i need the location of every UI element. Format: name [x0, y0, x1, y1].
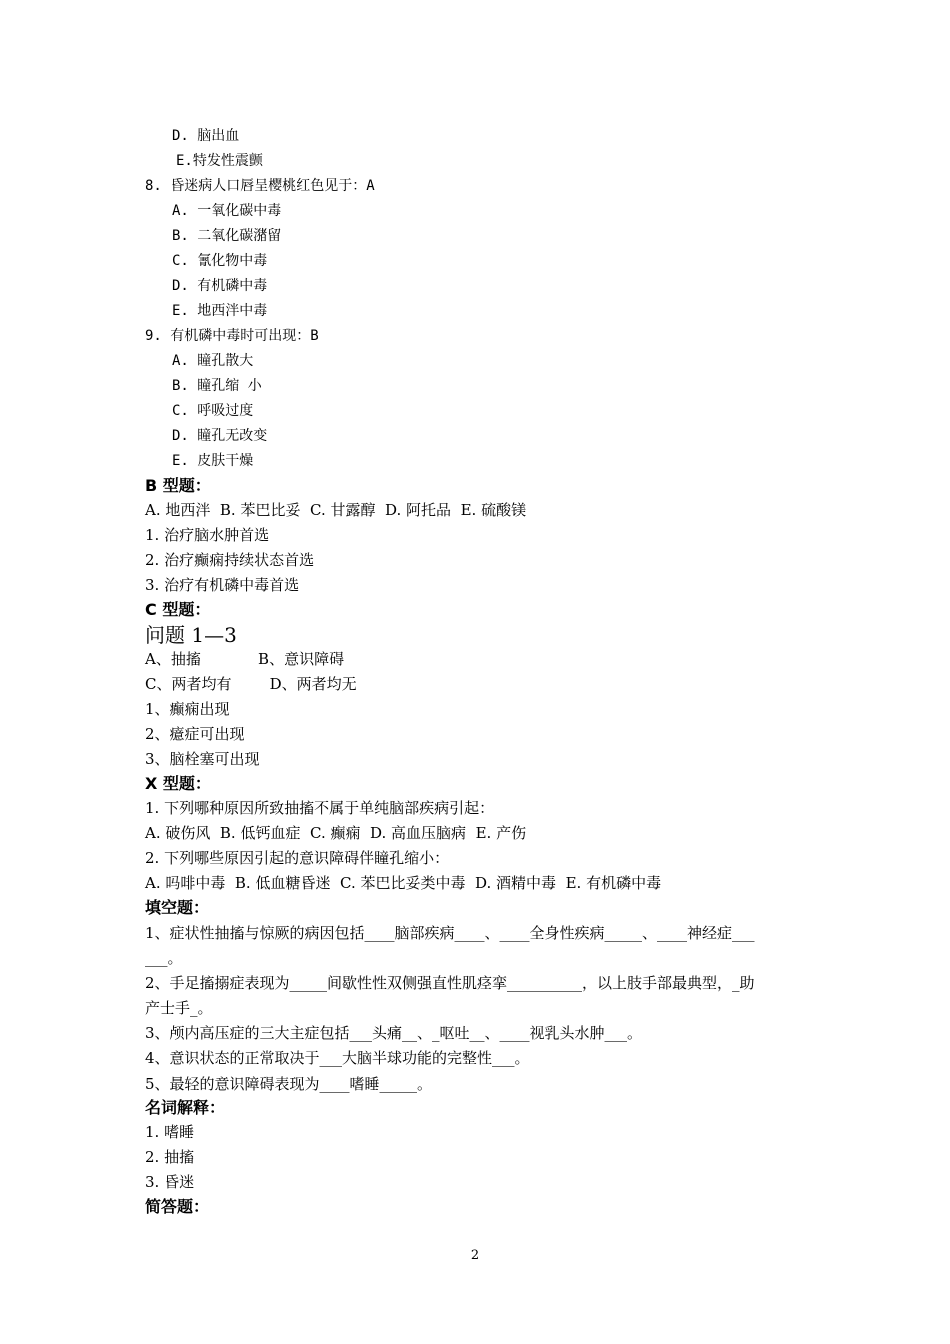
- option-d: D. 瞳孔无改变: [172, 428, 268, 444]
- b-item-1: 1. 治疗脑水肿首选: [145, 526, 270, 544]
- term-1: 1. 嗜睡: [145, 1123, 195, 1141]
- section-heading-b: B 型题：: [145, 476, 211, 495]
- option-e: E. 地西泮中毒: [172, 303, 268, 319]
- option-b: B. 瞳孔缩 小: [172, 378, 262, 394]
- c-question-range: 问题 1—3: [145, 623, 237, 647]
- option-d: D. 脑出血: [172, 128, 240, 144]
- fill-4: 4、意识状态的正常取决于___大脑半球功能的完整性___。: [145, 1049, 530, 1067]
- x-options-1: A. 破伤风 B. 低钙血症 C. 癫痫 D. 高血压脑病 E. 产伤: [145, 824, 527, 842]
- option-a: A. 瞳孔散大: [172, 353, 254, 369]
- fill-1: 1、症状性抽搐与惊厥的病因包括____脑部疾病____、____全身性疾病_____、____神经症___: [145, 924, 755, 942]
- option-c: C. 呼吸过度: [172, 403, 254, 419]
- option-e: E.特发性震颤: [176, 153, 263, 169]
- c-item-1: 1、癫痫出现: [145, 700, 230, 718]
- option-a: A. 一氧化碳中毒: [172, 203, 282, 219]
- x-options-2: A. 吗啡中毒 B. 低血糖昏迷 C. 苯巴比妥类中毒 D. 酒精中毒 E. 有机磷中毒: [145, 874, 662, 892]
- option-b: B. 二氧化碳潴留: [172, 228, 282, 244]
- c-item-3: 3、脑栓塞可出现: [145, 750, 260, 768]
- fill-2-cont: 产士手_。: [145, 999, 213, 1017]
- option-c: C. 氰化物中毒: [172, 253, 268, 269]
- fill-2: 2、手足搐搦症表现为_____间歇性性双侧强直性肌痉挛__________，以上肢手部最典型，_助: [145, 974, 755, 992]
- x-question-1: 1. 下列哪种原因所致抽搐不属于单纯脑部疾病引起：: [145, 799, 495, 817]
- fill-3: 3、颅内高压症的三大主症包括___头痛__、_呕吐__、____视乳头水肿___。: [145, 1024, 643, 1042]
- b-item-3: 3. 治疗有机磷中毒首选: [145, 576, 300, 594]
- section-heading-x: X 型题：: [145, 774, 211, 793]
- section-heading-short-answer: 简答题：: [145, 1197, 210, 1216]
- question-9: 9. 有机磷中毒时可出现：B: [145, 328, 319, 344]
- term-2: 2. 抽搐: [145, 1148, 195, 1166]
- section-heading-c: C 型题：: [145, 600, 211, 619]
- term-3: 3. 昏迷: [145, 1173, 195, 1191]
- fill-1-cont: ___。: [145, 949, 183, 967]
- section-heading-fill: 填空题：: [145, 898, 210, 917]
- b-options: A. 地西泮 B. 苯巴比妥 C. 甘露醇 D. 阿托品 E. 硫酸镁: [145, 501, 527, 519]
- section-heading-terms: 名词解释：: [145, 1098, 226, 1117]
- page-number: 2: [470, 1248, 480, 1263]
- c-options-cd: C、两者均有 D、两者均无: [145, 675, 357, 693]
- b-item-2: 2. 治疗癫痫持续状态首选: [145, 551, 315, 569]
- c-item-2: 2、癔症可出现: [145, 725, 245, 743]
- fill-5: 5、最轻的意识障碍表现为____嗜睡_____。: [145, 1075, 433, 1093]
- question-8: 8. 昏迷病人口唇呈樱桃红色见于：A: [145, 178, 375, 194]
- c-options-ab: A、抽搐 B、意识障碍: [145, 650, 345, 668]
- option-d: D. 有机磷中毒: [172, 278, 268, 294]
- option-e: E. 皮肤干燥: [172, 453, 254, 469]
- x-question-2: 2. 下列哪些原因引起的意识障碍伴瞳孔缩小：: [145, 849, 450, 867]
